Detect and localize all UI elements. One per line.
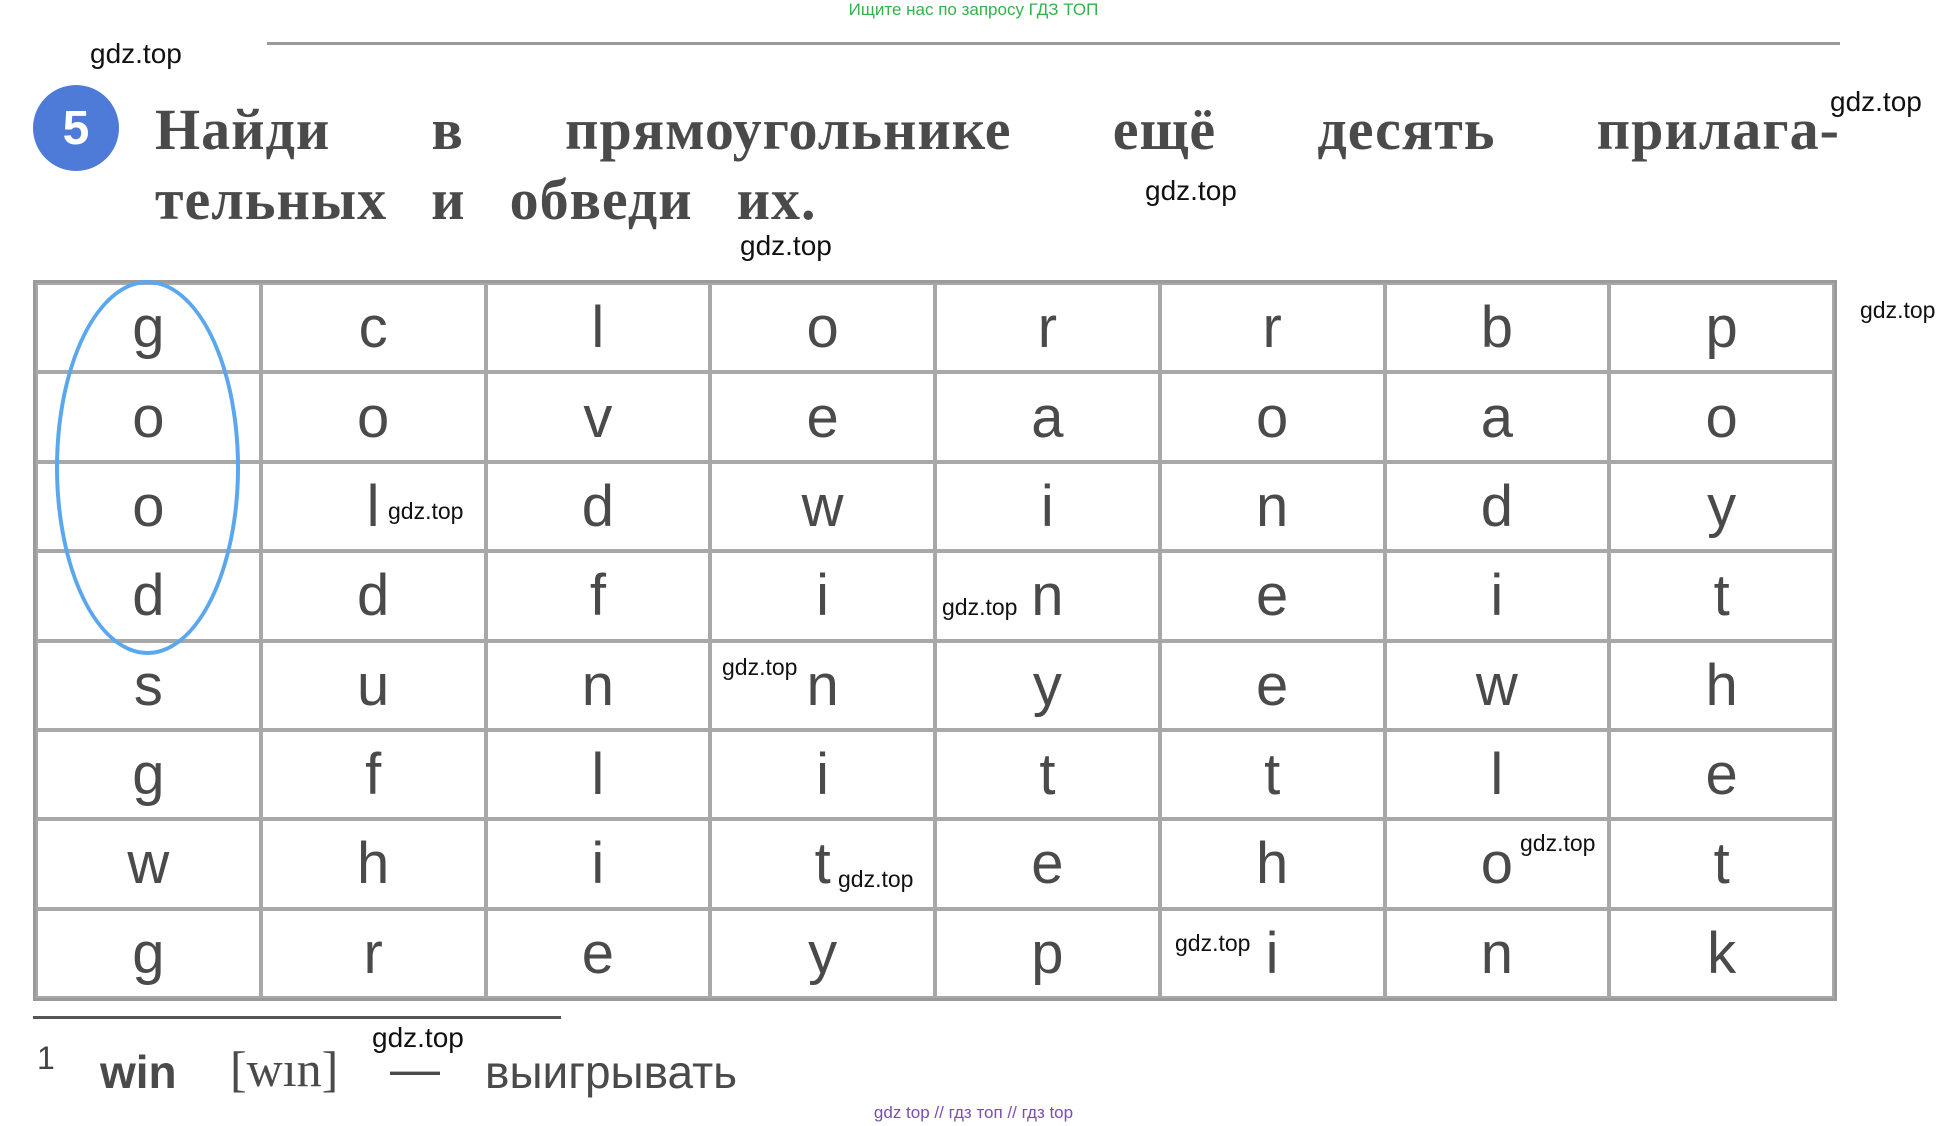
grid-cell: a	[935, 372, 1160, 461]
watermark: gdz.top	[722, 654, 798, 680]
grid-cell: u	[261, 641, 486, 730]
grid-cell: n	[486, 641, 711, 730]
grid-cell: a	[1385, 372, 1610, 461]
task-word: и	[431, 167, 466, 232]
grid-cell: v	[486, 372, 711, 461]
task-text-line-2	[155, 166, 1840, 233]
grid-cell: f	[261, 730, 486, 819]
grid-cell: n	[1160, 462, 1385, 551]
task-word: прямоугольнике	[565, 97, 1012, 162]
grid-cell: e	[1609, 730, 1834, 819]
grid-cell: o	[710, 283, 935, 372]
grid-cell: h	[261, 819, 486, 908]
task-word: Найди	[155, 97, 331, 162]
grid-cell: n	[710, 641, 935, 730]
grid-cell: t	[1609, 819, 1834, 908]
watermark: gdz.top	[90, 38, 182, 69]
task-word: обведи	[509, 167, 693, 232]
grid-cell: d	[36, 551, 261, 640]
grid-cell: e	[486, 909, 711, 998]
task-word: прилага-	[1596, 97, 1840, 162]
watermark: gdz.top	[942, 594, 1018, 620]
watermark: gdz.top	[838, 866, 914, 892]
footnote-transcription: [wın]	[230, 1041, 339, 1097]
grid-cell: d	[1385, 462, 1610, 551]
grid-cell: e	[935, 819, 1160, 908]
grid-cell: o	[261, 372, 486, 461]
grid-cell: d	[261, 551, 486, 640]
grid-cell: l	[261, 462, 486, 551]
grid-cell: w	[36, 819, 261, 908]
grid-cell: t	[935, 730, 1160, 819]
footnote-divider	[33, 1016, 561, 1019]
grid-cell: d	[486, 462, 711, 551]
letter-grid	[33, 280, 1837, 1001]
grid-cell: l	[486, 283, 711, 372]
task-word: ещё	[1112, 97, 1217, 162]
top-divider	[267, 42, 1840, 45]
task-word: десять	[1317, 97, 1496, 162]
grid-cell: r	[935, 283, 1160, 372]
grid-cell: i	[935, 462, 1160, 551]
watermark: gdz.top	[1830, 86, 1922, 117]
grid-cell: g	[36, 909, 261, 998]
grid-cell: r	[261, 909, 486, 998]
watermark: gdz.top	[372, 1022, 464, 1053]
grid-cell: s	[36, 641, 261, 730]
grid-cell: l	[1385, 730, 1610, 819]
grid-cell: y	[710, 909, 935, 998]
task-number-badge: 5	[33, 85, 119, 171]
watermark: gdz.top	[1175, 930, 1251, 956]
grid-cell: g	[36, 283, 261, 372]
grid-cell: n	[1385, 909, 1610, 998]
top-banner: Ищите нас по запросу ГДЗ ТОП	[848, 0, 1099, 19]
footnote-dash: —	[390, 1041, 440, 1097]
footnote-translation: выигрывать	[485, 1046, 738, 1098]
grid-cell: i	[486, 819, 711, 908]
grid-cell: r	[1160, 283, 1385, 372]
watermark: gdz.top	[740, 230, 832, 261]
grid-cell: e	[1160, 551, 1385, 640]
grid-cell: k	[1609, 909, 1834, 998]
grid-cell: i	[1160, 909, 1385, 998]
grid-cell: g	[36, 730, 261, 819]
grid-cell: o	[1609, 372, 1834, 461]
footnote-number: 1	[37, 1040, 55, 1076]
example-circle-good	[55, 280, 240, 655]
grid-cell: y	[935, 641, 1160, 730]
grid-cell: y	[1609, 462, 1834, 551]
grid-cell: o	[1385, 819, 1610, 908]
task-word: в	[431, 97, 464, 162]
grid-cell: n	[935, 551, 1160, 640]
grid-cell: w	[710, 462, 935, 551]
grid-cell: l	[486, 730, 711, 819]
grid-cell: f	[486, 551, 711, 640]
task-word: их.	[736, 167, 817, 232]
grid-cell: p	[1609, 283, 1834, 372]
grid-cell: h	[1160, 819, 1385, 908]
grid-cell: b	[1385, 283, 1610, 372]
watermark: gdz.top	[1145, 175, 1237, 206]
grid-cell: t	[1609, 551, 1834, 640]
grid-cell: o	[1160, 372, 1385, 461]
grid-cell: t	[710, 819, 935, 908]
task-text-line-1	[155, 96, 1840, 163]
grid-cell: c	[261, 283, 486, 372]
grid-cell: p	[935, 909, 1160, 998]
watermark: gdz.top	[1860, 297, 1936, 323]
watermark: gdz.top	[1520, 830, 1596, 856]
grid-cell: i	[1385, 551, 1610, 640]
task-word: тельных	[155, 167, 388, 232]
grid-cell: i	[710, 730, 935, 819]
grid-cell: e	[710, 372, 935, 461]
grid-cell: o	[36, 372, 261, 461]
watermark: gdz.top	[388, 498, 464, 524]
footnote-word: win	[100, 1046, 177, 1098]
grid-cell: o	[36, 462, 261, 551]
grid-cell: t	[1160, 730, 1385, 819]
grid-cell: h	[1609, 641, 1834, 730]
bottom-banner: gdz top // гдз топ // гдз top	[873, 1103, 1074, 1122]
grid-cell: i	[710, 551, 935, 640]
grid-cell: e	[1160, 641, 1385, 730]
grid-cell: w	[1385, 641, 1610, 730]
